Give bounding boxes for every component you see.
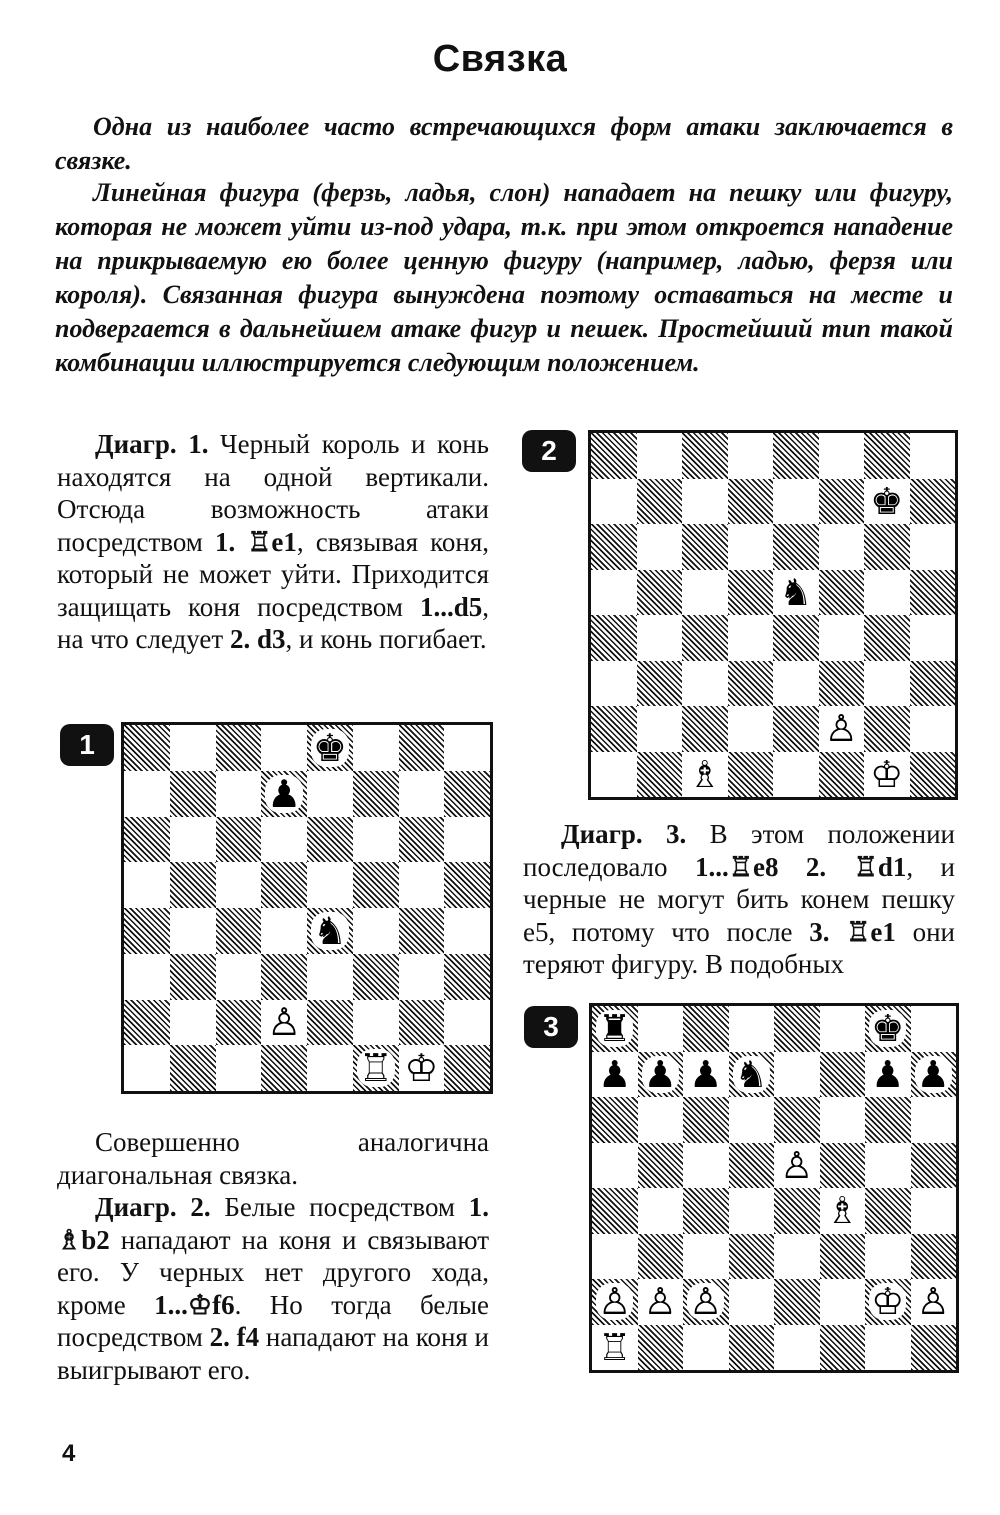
square-a4: [592, 1188, 638, 1234]
square-f6: [819, 524, 865, 570]
square-h3: [910, 661, 956, 707]
square-f7: [820, 1052, 866, 1098]
text-run: , и конь погибает.: [285, 624, 487, 654]
text-run: , на что следует: [57, 591, 489, 654]
square-e1: [773, 752, 819, 798]
square-g1: [864, 752, 910, 798]
square-c3: [216, 954, 262, 1000]
black-pawn-icon: ♟: [643, 1052, 677, 1096]
square-g8: [865, 1006, 911, 1052]
square-g3: [864, 661, 910, 707]
square-e1: [774, 1325, 820, 1371]
square-h4: [911, 1188, 957, 1234]
diagram-2-number: 2: [522, 430, 576, 472]
square-h1: [911, 1325, 957, 1371]
square-a8: [592, 1006, 638, 1052]
square-e4: [773, 615, 819, 661]
white-rook-icon: ♖: [358, 1046, 393, 1091]
square-d8: [261, 725, 307, 771]
square-h4: [444, 908, 490, 954]
text-run: . Но тогда белые посредством: [57, 1289, 489, 1352]
square-e3: [773, 661, 819, 707]
square-e6: [307, 817, 353, 863]
square-c6: [683, 1097, 729, 1143]
diagram-3-label: Диагр. 3.: [561, 819, 687, 849]
left-text-lower: [57, 1126, 489, 1386]
square-c2: [682, 706, 728, 752]
square-b8: [637, 433, 683, 479]
move-notation: 2. f4: [209, 1322, 260, 1352]
square-e5: [307, 862, 353, 908]
square-g1: [399, 1045, 445, 1091]
square-c2: [683, 1279, 729, 1325]
square-g6: [864, 524, 910, 570]
move-notation: 1...♔f6: [154, 1289, 235, 1320]
square-a8: [124, 725, 170, 771]
square-h8: [910, 433, 956, 479]
black-knight-icon: ♞: [734, 1052, 768, 1096]
square-g8: [399, 725, 445, 771]
page-title: Связка: [432, 38, 568, 80]
square-d5: [729, 1143, 775, 1189]
square-e6: [774, 1097, 820, 1143]
square-f6: [353, 817, 399, 863]
square-b1: [638, 1325, 684, 1371]
text-run: нападают на коня и выигрывают его.: [57, 1322, 490, 1385]
white-bishop-icon: ♗: [825, 1189, 859, 1233]
square-e8: [307, 725, 353, 771]
square-a6: [591, 524, 637, 570]
square-g2: [864, 706, 910, 752]
square-b5: [638, 1143, 684, 1189]
black-pawn-icon: ♟: [598, 1052, 632, 1096]
square-b1: [637, 752, 683, 798]
square-h5: [910, 570, 956, 616]
square-b6: [170, 817, 216, 863]
square-a3: [591, 661, 637, 707]
square-d7: [261, 771, 307, 817]
square-e2: [773, 706, 819, 752]
white-pawn-icon: ♙: [780, 1143, 814, 1187]
square-b4: [170, 908, 216, 954]
square-b6: [638, 1097, 684, 1143]
square-d1: [729, 1325, 775, 1371]
square-a1: [591, 752, 637, 798]
square-f2: [819, 706, 865, 752]
square-c4: [216, 908, 262, 954]
black-pawn-icon: ♟: [689, 1052, 723, 1096]
square-b6: [637, 524, 683, 570]
square-g3: [865, 1234, 911, 1280]
square-e2: [774, 1279, 820, 1325]
square-f3: [353, 954, 399, 1000]
diagram-3-number: 3: [524, 1006, 578, 1048]
square-c7: [683, 1052, 729, 1098]
square-d7: [728, 479, 774, 525]
chess-diagram-1: [121, 722, 493, 1094]
move-notation: 1...♖e8: [695, 851, 779, 882]
square-f5: [353, 862, 399, 908]
white-rook-icon: ♖: [598, 1325, 632, 1369]
black-king-icon: ♚: [870, 479, 904, 523]
square-a6: [592, 1097, 638, 1143]
square-f2: [353, 1000, 399, 1046]
text-run: Черный король и конь находятся на одной вертикали. Отсюда возможность атаки посредством: [57, 429, 489, 557]
square-h6: [910, 524, 956, 570]
square-c7: [682, 479, 728, 525]
square-h8: [911, 1006, 957, 1052]
square-g7: [399, 771, 445, 817]
square-d6: [261, 817, 307, 863]
square-h5: [911, 1143, 957, 1189]
intro-paragraph-1: Одна из наиболее часто встречающихся форм атаки заключается в связке.: [55, 112, 953, 175]
square-e1: [307, 1045, 353, 1091]
square-d5: [728, 570, 774, 616]
square-b4: [637, 615, 683, 661]
square-c3: [683, 1234, 729, 1280]
square-f1: [820, 1325, 866, 1371]
square-e8: [773, 433, 819, 479]
square-a4: [591, 615, 637, 661]
square-h5: [444, 862, 490, 908]
square-b1: [170, 1045, 216, 1091]
black-king-icon: ♚: [871, 1007, 905, 1051]
square-b3: [637, 661, 683, 707]
square-d4: [261, 908, 307, 954]
chess-diagram-2: [588, 430, 958, 800]
move-notation: 1. ♖e1: [214, 526, 297, 557]
square-g5: [399, 862, 445, 908]
square-c1: [683, 1325, 729, 1371]
square-f3: [819, 661, 865, 707]
square-d6: [728, 524, 774, 570]
square-h2: [910, 706, 956, 752]
white-pawn-icon: ♙: [916, 1280, 950, 1324]
square-a7: [592, 1052, 638, 1098]
move-notation: 2. d3: [229, 624, 286, 654]
square-c8: [216, 725, 262, 771]
square-e3: [307, 954, 353, 1000]
square-b2: [638, 1279, 684, 1325]
square-b7: [637, 479, 683, 525]
square-a5: [592, 1143, 638, 1189]
square-a4: [124, 908, 170, 954]
square-c5: [682, 570, 728, 616]
square-c5: [683, 1143, 729, 1189]
black-pawn-icon: ♟: [267, 771, 302, 816]
move-notation: 3. ♖e1: [809, 916, 896, 947]
square-g8: [864, 433, 910, 479]
square-d8: [729, 1006, 775, 1052]
square-c1: [216, 1045, 262, 1091]
square-a6: [124, 817, 170, 863]
square-d3: [729, 1234, 775, 1280]
diagram-2-label: Диагр. 2.: [95, 1192, 211, 1222]
square-c3: [682, 661, 728, 707]
chess-diagram-3: [589, 1003, 959, 1373]
square-f4: [353, 908, 399, 954]
square-c8: [682, 433, 728, 479]
black-king-icon: ♚: [312, 725, 347, 770]
square-b5: [637, 570, 683, 616]
square-h1: [910, 752, 956, 798]
square-f8: [353, 725, 399, 771]
square-h3: [444, 954, 490, 1000]
square-c1: [682, 752, 728, 798]
square-b8: [638, 1006, 684, 1052]
square-f1: [819, 752, 865, 798]
square-a3: [124, 954, 170, 1000]
square-f4: [820, 1188, 866, 1234]
diagram-1-number: 1: [60, 724, 114, 766]
square-g6: [865, 1097, 911, 1143]
square-f7: [819, 479, 865, 525]
square-d3: [728, 661, 774, 707]
square-g1: [865, 1325, 911, 1371]
square-e4: [307, 908, 353, 954]
square-g6: [399, 817, 445, 863]
square-a3: [592, 1234, 638, 1280]
square-d8: [728, 433, 774, 479]
square-c5: [216, 862, 262, 908]
square-a1: [592, 1325, 638, 1371]
square-h4: [910, 615, 956, 661]
square-e5: [773, 570, 819, 616]
square-h7: [910, 479, 956, 525]
text-run: нападают на коня и связывают его. У черных нет другого хода, кроме: [57, 1224, 489, 1320]
square-e2: [307, 1000, 353, 1046]
square-e7: [774, 1052, 820, 1098]
square-c8: [683, 1006, 729, 1052]
square-b4: [638, 1188, 684, 1234]
square-d7: [729, 1052, 775, 1098]
square-h6: [911, 1097, 957, 1143]
square-f2: [820, 1279, 866, 1325]
square-c6: [682, 524, 728, 570]
square-a7: [124, 771, 170, 817]
square-h3: [911, 1234, 957, 1280]
black-knight-icon: ♞: [779, 570, 813, 614]
square-f5: [819, 570, 865, 616]
square-f7: [353, 771, 399, 817]
white-king-icon: ♔: [404, 1046, 439, 1091]
square-a7: [591, 479, 637, 525]
square-h2: [911, 1279, 957, 1325]
square-g3: [399, 954, 445, 1000]
square-d3: [261, 954, 307, 1000]
square-f3: [820, 1234, 866, 1280]
black-knight-icon: ♞: [312, 908, 347, 953]
square-g2: [399, 1000, 445, 1046]
square-h2: [444, 1000, 490, 1046]
square-a2: [592, 1279, 638, 1325]
square-a2: [591, 706, 637, 752]
white-pawn-icon: ♙: [643, 1280, 677, 1324]
square-d1: [261, 1045, 307, 1091]
right-text: [523, 818, 955, 981]
move-notation: 1. ♗b2: [57, 1192, 489, 1255]
square-e7: [773, 479, 819, 525]
square-f8: [819, 433, 865, 479]
square-c4: [682, 615, 728, 661]
square-f4: [819, 615, 865, 661]
square-d4: [728, 615, 774, 661]
move-notation: 1...d5: [419, 591, 483, 622]
square-b2: [170, 1000, 216, 1046]
square-e7: [307, 771, 353, 817]
square-g7: [864, 479, 910, 525]
square-a8: [591, 433, 637, 479]
square-a2: [124, 1000, 170, 1046]
text-run: они теряют фигуру. В подобных: [523, 916, 955, 979]
square-h6: [444, 817, 490, 863]
square-e8: [774, 1006, 820, 1052]
white-king-icon: ♔: [870, 752, 904, 796]
black-pawn-icon: ♟: [916, 1052, 950, 1096]
square-e5: [774, 1143, 820, 1189]
text-run: , и черные не могут бить конем пешку e5, потому что после: [523, 851, 955, 947]
square-f8: [820, 1006, 866, 1052]
square-b5: [170, 862, 216, 908]
square-a5: [124, 862, 170, 908]
black-rook-icon: ♜: [598, 1007, 632, 1051]
square-h7: [911, 1052, 957, 1098]
white-pawn-icon: ♙: [824, 707, 858, 751]
square-b7: [638, 1052, 684, 1098]
square-d6: [729, 1097, 775, 1143]
diagonal-pin-note: Совершенно аналогична диагональная связка.: [57, 1127, 489, 1190]
diagram-1-label: Диагр. 1.: [95, 429, 209, 459]
square-d2: [261, 1000, 307, 1046]
text-run: [778, 852, 805, 882]
square-e3: [774, 1234, 820, 1280]
square-f5: [820, 1143, 866, 1189]
square-d5: [261, 862, 307, 908]
square-a1: [124, 1045, 170, 1091]
square-g5: [864, 570, 910, 616]
left-text-upper: [57, 428, 489, 656]
diagram-2-description: [57, 1191, 489, 1386]
white-pawn-icon: ♙: [267, 1000, 302, 1045]
square-b3: [170, 954, 216, 1000]
square-b7: [170, 771, 216, 817]
square-d2: [729, 1279, 775, 1325]
intro-paragraph-2: Линейная фигура (ферзь, ладья, слон) нападает на пешку или фигуру, которая не может уйти из-под удара, т.к. при этом откроется нападение на прикрываемую ею более ценную фигуру (например, ладью, ферзя или короля). Связанная фигура вынуждена поэтому оставаться на месте и подвергается в дальнейшем атаке фигур и пешек. Простейший тип такой комбинации иллюстрируется следующим положением.: [55, 178, 953, 377]
square-c2: [216, 1000, 262, 1046]
square-d4: [729, 1188, 775, 1234]
square-e4: [774, 1188, 820, 1234]
square-g5: [865, 1143, 911, 1189]
move-notation: 2. ♖d1: [805, 851, 907, 882]
square-a5: [591, 570, 637, 616]
square-c7: [216, 771, 262, 817]
square-h1: [444, 1045, 490, 1091]
square-f6: [820, 1097, 866, 1143]
square-h7: [444, 771, 490, 817]
text-run: Белые посредством: [210, 1192, 469, 1222]
text-run: , связывая коня, который не может уйти. Приходится защищать коня посредством: [57, 526, 490, 622]
square-b3: [638, 1234, 684, 1280]
square-c4: [683, 1188, 729, 1234]
white-pawn-icon: ♙: [689, 1280, 723, 1324]
white-bishop-icon: ♗: [688, 752, 722, 796]
square-d1: [728, 752, 774, 798]
square-b8: [170, 725, 216, 771]
square-g4: [865, 1188, 911, 1234]
text-run: В этом положении последовало: [523, 819, 955, 882]
diagram-1-description: [57, 428, 489, 656]
square-f1: [353, 1045, 399, 1091]
square-h8: [444, 725, 490, 771]
black-pawn-icon: ♟: [871, 1052, 905, 1096]
page-number: 4: [62, 1440, 76, 1467]
square-d2: [728, 706, 774, 752]
square-g4: [864, 615, 910, 661]
white-pawn-icon: ♙: [598, 1280, 632, 1324]
square-g4: [399, 908, 445, 954]
diagram-3-description: [523, 818, 955, 981]
white-king-icon: ♔: [871, 1280, 905, 1324]
square-b2: [637, 706, 683, 752]
square-g7: [865, 1052, 911, 1098]
square-e6: [773, 524, 819, 570]
square-c6: [216, 817, 262, 863]
square-g2: [865, 1279, 911, 1325]
